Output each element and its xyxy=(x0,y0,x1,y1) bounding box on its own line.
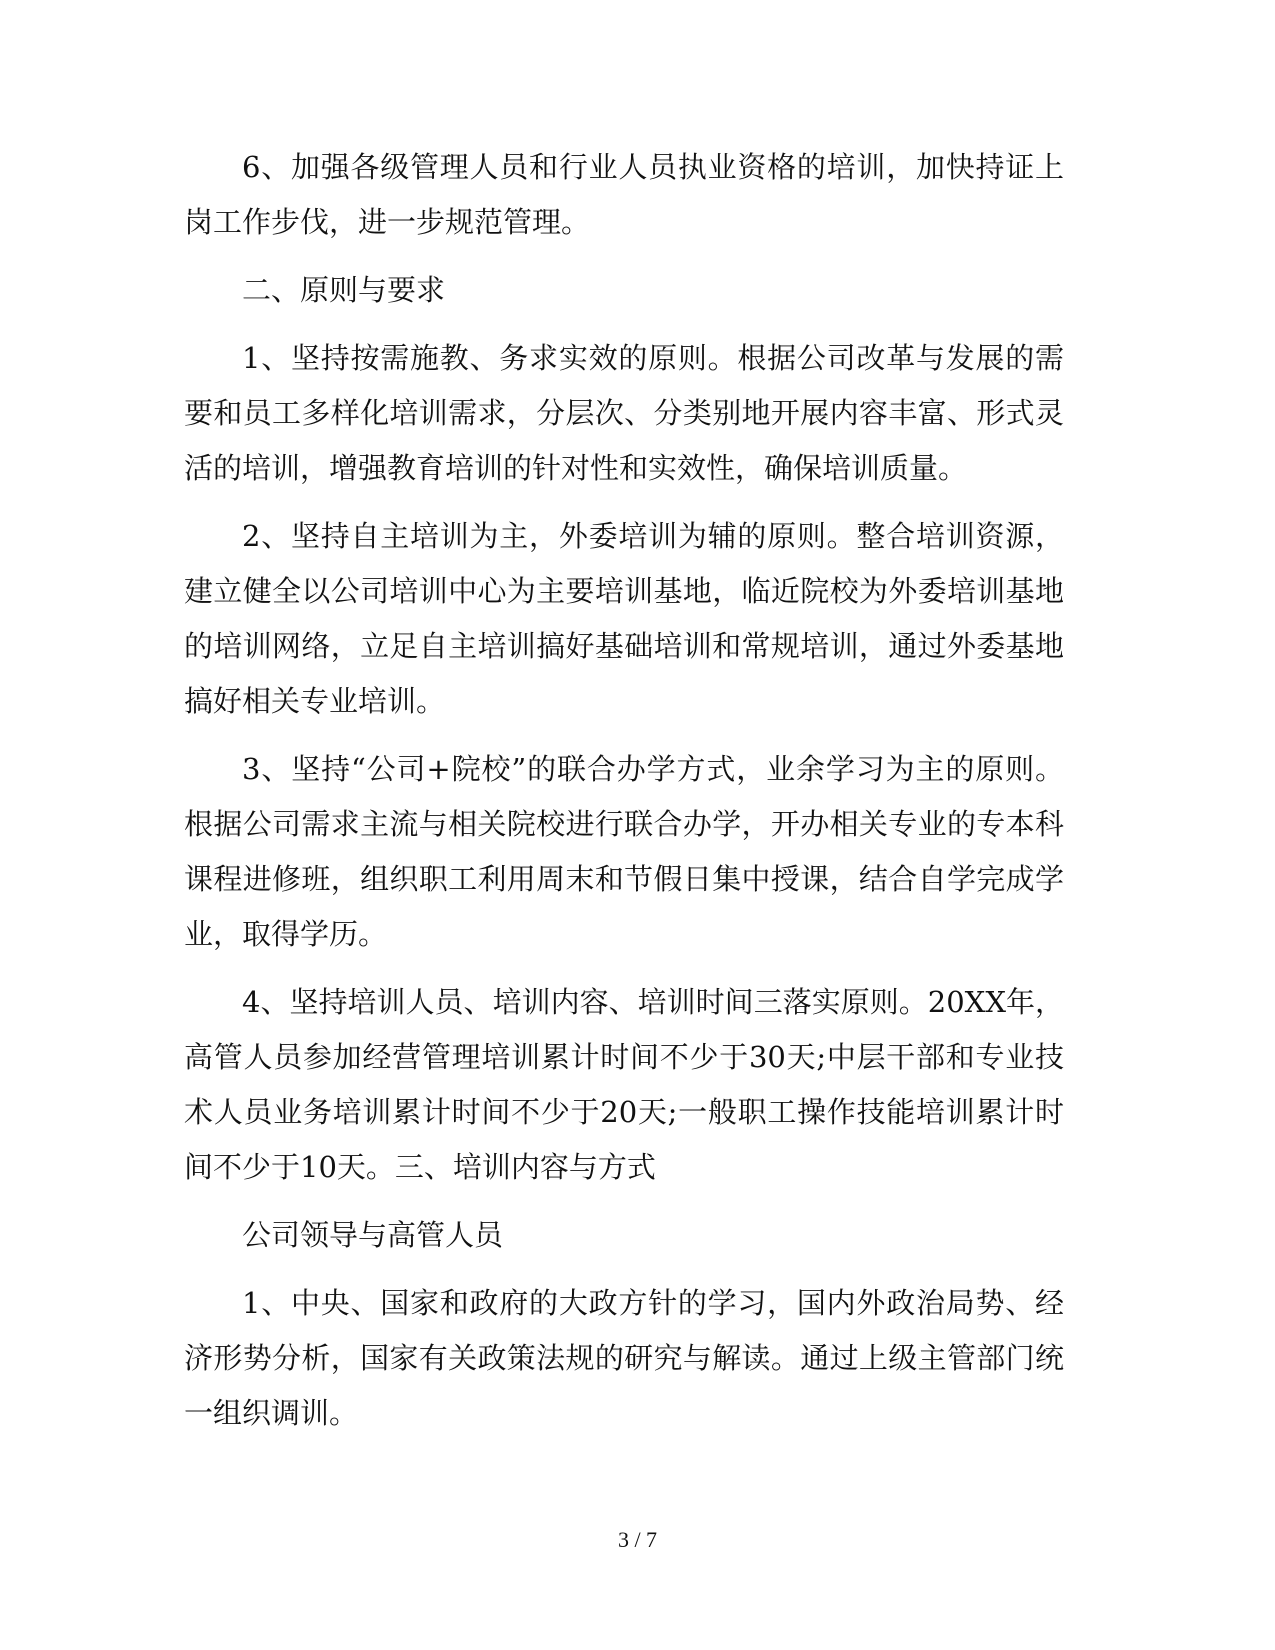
document-body xyxy=(184,140,1064,1454)
paragraph-principle-2: 2、坚持自主培训为主，外委培训为辅的原则。整合培训资源，建立健全以公司培训中心为主要培训基地，临近院校为外委培训基地的培训网络，立足自主培训搞好基础培训和常规培训，通过外委基地搞好相关专业培训。 xyxy=(184,519,1064,718)
section-heading-principles: 二、原则与要求 xyxy=(242,273,446,307)
subheading-leadership: 公司领导与高管人员 xyxy=(242,1218,504,1252)
paragraph-principle-3: 3、坚持“公司+院校”的联合办学方式，业余学习为主的原则。根据公司需求主流与相关院校进行联合办学，开办相关专业的专本科课程进修班，组织职工利用周末和节假日集中授课，结合自学完成学业，取得学历。 xyxy=(184,752,1064,951)
paragraph-content-1: 1、中央、国家和政府的大政方针的学习，国内外政治局势、经济形势分析，国家有关政策法规的研究与解读。通过上级主管部门统一组织调训。 xyxy=(184,1286,1064,1430)
paragraph-principle-1: 1、坚持按需施教、务求实效的原则。根据公司改革与发展的需要和员工多样化培训需求，分层次、分类别地开展内容丰富、形式灵活的培训，增强教育培训的针对性和实效性，确保培训质量。 xyxy=(184,341,1064,485)
paragraph-item-6: 6、加强各级管理人员和行业人员执业资格的培训，加快持证上岗工作步伐，进一步规范管理。 xyxy=(184,150,1064,239)
page-number: 3 / 7 xyxy=(617,1527,658,1552)
paragraph-principle-4: 4、坚持培训人员、培训内容、培训时间三落实原则。20XX年，高管人员参加经营管理培训累计时间不少于30天;中层干部和专业技术人员业务培训累计时间不少于20天;一般职工操作技能培训累计时间不少于10天。三、培训内容与方式 xyxy=(184,985,1064,1184)
